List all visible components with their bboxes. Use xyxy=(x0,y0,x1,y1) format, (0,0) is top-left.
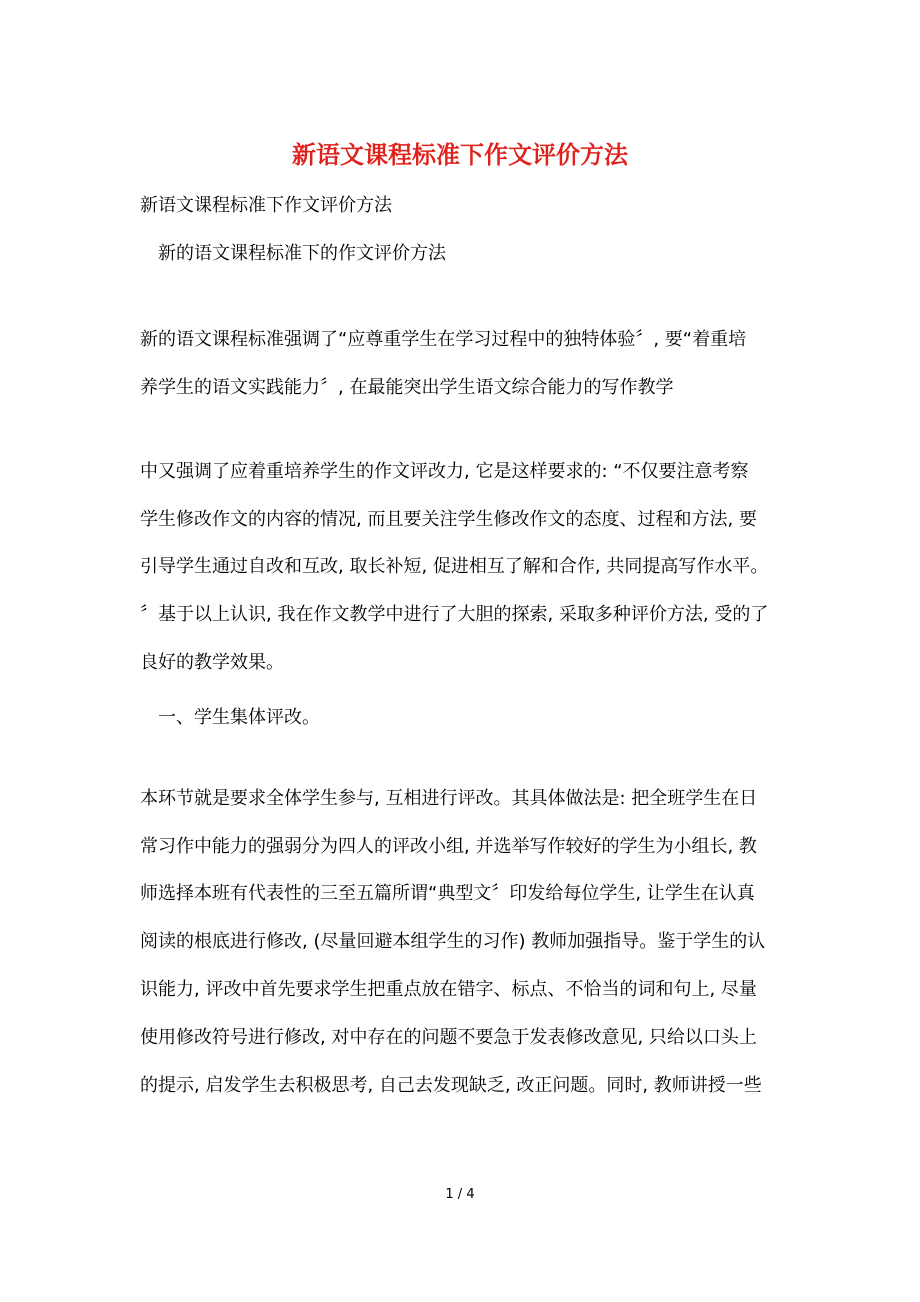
section-heading: 一、学生集体评改。 xyxy=(158,707,320,728)
text-line: 中又强调了应着重培养学生的作文评改力, 它是这样要求的: “不仅要注意考察 xyxy=(140,461,749,482)
text-line: 常习作中能力的强弱分为四人的评改小组, 并选举写作较好的学生为小组长, 教 xyxy=(140,836,757,857)
text-line: 良好的教学效果。 xyxy=(140,652,284,673)
text-line: 本环节就是要求全体学生参与, 互相进行评改。其具体做法是: 把全班学生在日 xyxy=(140,788,758,809)
text-line: 学生修改作文的内容的情况, 而且要关注学生修改作文的态度、过程和方法, 要 xyxy=(140,509,757,530)
text-line: 师选择本班有代表性的三至五篇所谓“典型文〞印发给每位学生, 让学生在认真 xyxy=(140,883,755,904)
text-line: 养学生的语文实践能力〞, 在最能突出学生语文综合能力的写作教学 xyxy=(140,377,674,398)
text-line: 的提示, 启发学生去积极思考, 自己去发现缺乏, 改正问题。同时, 教师讲授一些 xyxy=(140,1075,762,1096)
text-line: 使用修改符号进行修改, 对中存在的问题不要急于发表修改意见, 只给以口头上 xyxy=(140,1027,757,1048)
text-line: 识能力, 评改中首先要求学生把重点放在错字、标点、不恰当的词和句上, 尽量 xyxy=(140,979,757,1000)
text-line: 〞基于以上认识, 我在作文教学中进行了大胆的探索, 采取多种评价方法, 受的了 xyxy=(140,604,769,625)
text-line: 阅读的根底进行修改, (尽量回避本组学生的习作) 教师加强指导。鉴于学生的认 xyxy=(140,931,766,952)
subheading: 新的语文课程标准下的作文评价方法 xyxy=(158,243,446,264)
text-line: 新的语文课程标准强调了“应尊重学生在学习过程中的独特体验〞, 要“着重培 xyxy=(140,329,747,350)
subtitle: 新语文课程标准下作文评价方法 xyxy=(140,195,392,216)
page-number: 1 / 4 xyxy=(445,1187,475,1202)
document-title: 新语文课程标准下作文评价方法 xyxy=(292,140,628,169)
text-line: 引导学生通过自改和互改, 取长补短, 促进相互了解和合作, 共同提高写作水平。 xyxy=(140,556,769,577)
